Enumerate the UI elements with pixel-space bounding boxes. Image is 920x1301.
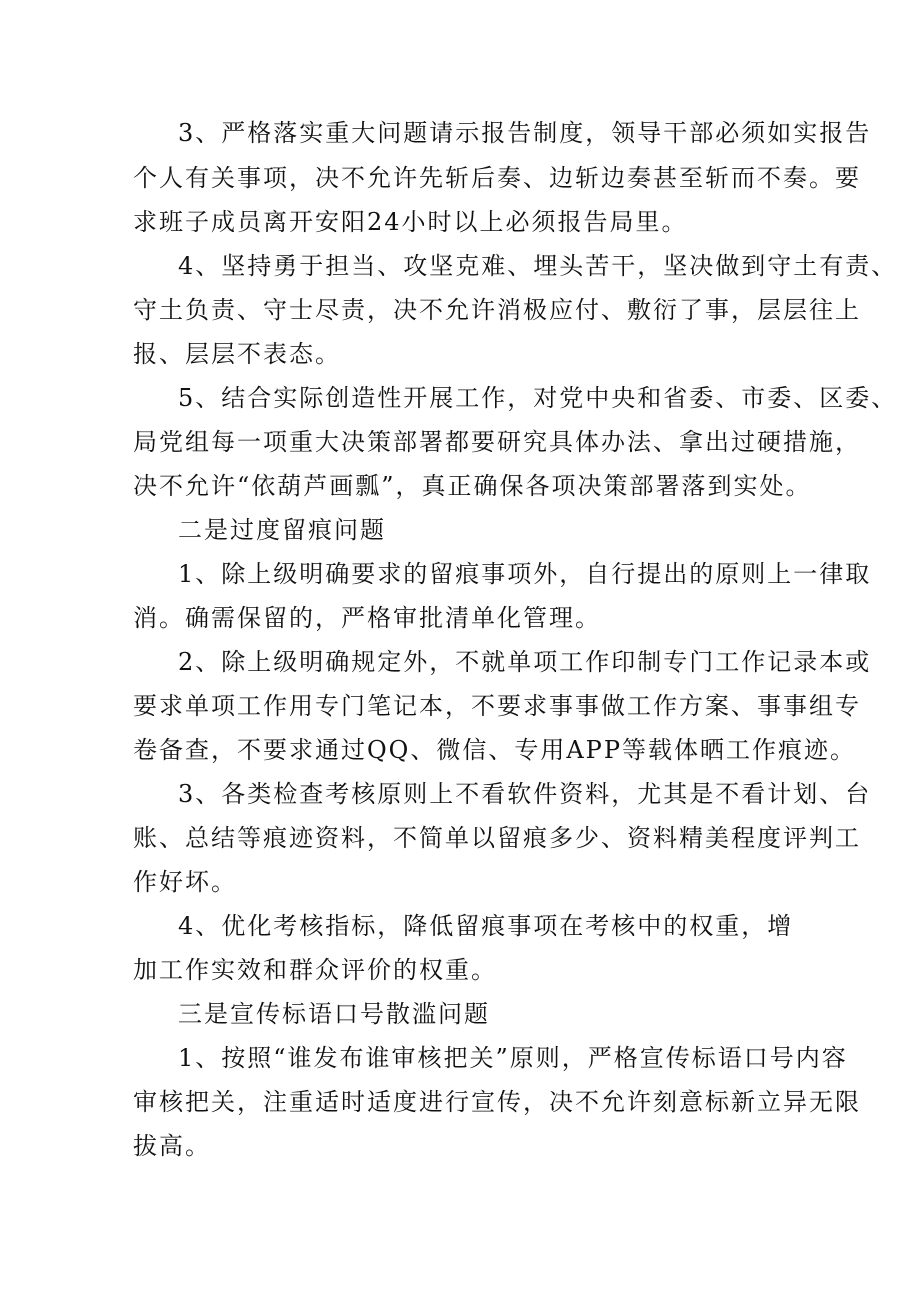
text-line: 5、结合实际创造性开展工作，对党中央和省委、市委、区委、 xyxy=(178,384,898,412)
text-line: 守土负责、守士尽责，决不允许消极应付、敷衍了事，层层往上 xyxy=(133,296,861,324)
text-line: 消。确需保留的，严格审批清单化管理。 xyxy=(133,604,601,632)
text-line: 1、按照“谁发布谁审核把关”原则，严格宣传标语口号内容 xyxy=(178,1044,848,1072)
text-line: 个人有关事项，决不允许先斩后奏、边斩边奏甚至斩而不奏。要 xyxy=(133,164,861,192)
text-line: 加工作实效和群众评价的权重。 xyxy=(133,956,497,984)
text-line: 拔高。 xyxy=(133,1132,211,1160)
text-line: 决不允许“依葫芦画瓢”，真正确保各项决策部署落到实处。 xyxy=(133,472,812,500)
section-heading: 二是过度留痕问题 xyxy=(178,516,386,544)
text-line: 4、优化考核指标，降低留痕事项在考核中的权重，增 xyxy=(178,912,794,940)
text-line: 局党组每一项重大决策部署都要研究具体办法、拿出过硬措施， xyxy=(133,428,861,456)
text-line: 卷备查，不要求通过QQ、微信、专用APP等载体晒工作痕迹。 xyxy=(133,736,856,764)
text-line: 3、严格落实重大问题请示报告制度，领导干部必须如实报告 xyxy=(178,119,872,147)
text-line: 审核把关，注重适时适度进行宣传，决不允许刻意标新立异无限 xyxy=(133,1088,861,1116)
text-line: 账、总结等痕迹资料，不简单以留痕多少、资料精美程度评判工 xyxy=(133,824,861,852)
text-line: 3、各类检查考核原则上不看软件资料，尤其是不看计划、台 xyxy=(178,780,872,808)
text-line: 作好坏。 xyxy=(133,868,237,896)
text-line: 4、坚持勇于担当、攻坚克难、埋头苦干，坚决做到守土有责、 xyxy=(178,252,898,280)
text-line: 2、除上级明确规定外，不就单项工作印制专门工作记录本或 xyxy=(178,648,872,676)
text-line: 求班子成员离开安阳24小时以上必须报告局里。 xyxy=(133,208,688,236)
section-heading: 三是宣传标语口号散滥问题 xyxy=(178,1000,490,1028)
text-line: 1、除上级明确要求的留痕事项外，自行提出的原则上一律取 xyxy=(178,560,872,588)
text-line: 要求单项工作用专门笔记本，不要求事事做工作方案、事事组专 xyxy=(133,692,861,720)
text-line: 报、层层不表态。 xyxy=(133,340,341,368)
